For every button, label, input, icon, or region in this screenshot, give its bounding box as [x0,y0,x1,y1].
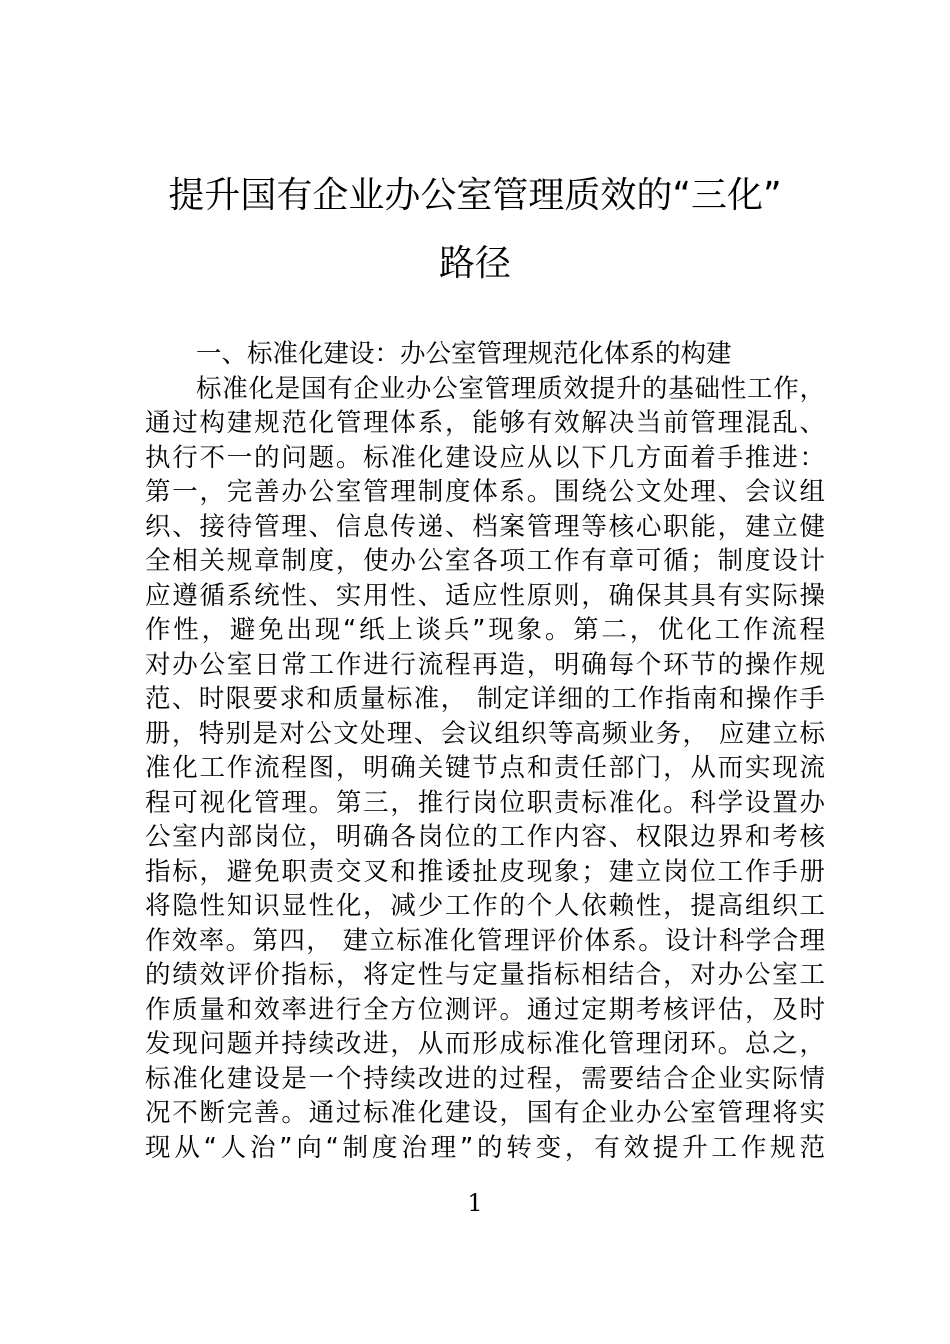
paragraph-line: 第一，完善办公室管理制度体系。围绕公文处理、会议组 [145,477,825,507]
section-heading: 一、标准化建设：办公室管理规范化体系的构建 [196,339,732,369]
paragraph-line: 指标，避免职责交叉和推诿扯皮现象；建立岗位工作手册 [145,856,825,887]
document-title-line-1: 提升国有企业办公室管理质效的“三化” [168,175,782,216]
document-body [145,337,825,1165]
paragraph-line: 执行不一的问题。标准化建设应从以下几方面着手推进： [145,442,825,473]
paragraph-line: 作质量和效率进行全方位测评。通过定期考核评估，及时 [145,994,825,1025]
document-title-line-2: 路径 [438,243,511,284]
paragraph-line: 的绩效评价指标，将定性与定量指标相结合，对办公室工 [145,960,825,990]
paragraph-line: 织、接待管理、信息传递、档案管理等核心职能，建立健 [145,511,825,542]
paragraph-line: 现从“人治”向“制度治理”的转变，有效提升工作规范 [145,1132,825,1163]
paragraph-line: 作性，避免出现“纸上谈兵”现象。第二，优化工作流程 [145,615,825,645]
paragraph-line: 公室内部岗位，明确各岗位的工作内容、权限边界和考核 [145,822,825,852]
paragraph-line: 作效率。第四， 建立标准化管理评价体系。设计科学合理 [145,925,825,956]
page-number: 1 [467,1189,483,1217]
paragraph-line: 发现问题并持续改进，从而形成标准化管理闭环。总之， [145,1029,825,1059]
paragraph-line: 全相关规章制度，使办公室各项工作有章可循；制度设计 [145,546,825,576]
paragraph-line: 准化工作流程图，明确关键节点和责任部门，从而实现流 [145,753,825,783]
paragraph-line: 程可视化管理。第三，推行岗位职责标准化。科学设置办 [145,787,825,818]
paragraph-line: 通过构建规范化管理体系，能够有效解决当前管理混乱、 [145,408,825,438]
paragraph-line: 册，特别是对公文处理、会议组织等高频业务， 应建立标 [145,718,825,749]
paragraph-line: 况不断完善。通过标准化建设，国有企业办公室管理将实 [145,1098,825,1128]
paragraph-line: 将隐性知识显性化，减少工作的个人依赖性，提高组织工 [145,891,825,921]
paragraph-line: 范、时限要求和质量标准， 制定详细的工作指南和操作手 [145,684,825,714]
paragraph-line: 标准化建设是一个持续改进的过程，需要结合企业实际情 [145,1063,825,1094]
paragraph-line: 对办公室日常工作进行流程再造，明确每个环节的操作规 [145,649,825,680]
paragraph-line: 应遵循系统性、实用性、适应性原则，确保其具有实际操 [145,580,825,611]
paragraph-line: 标准化是国有企业办公室管理质效提升的基础性工作， [196,373,825,404]
